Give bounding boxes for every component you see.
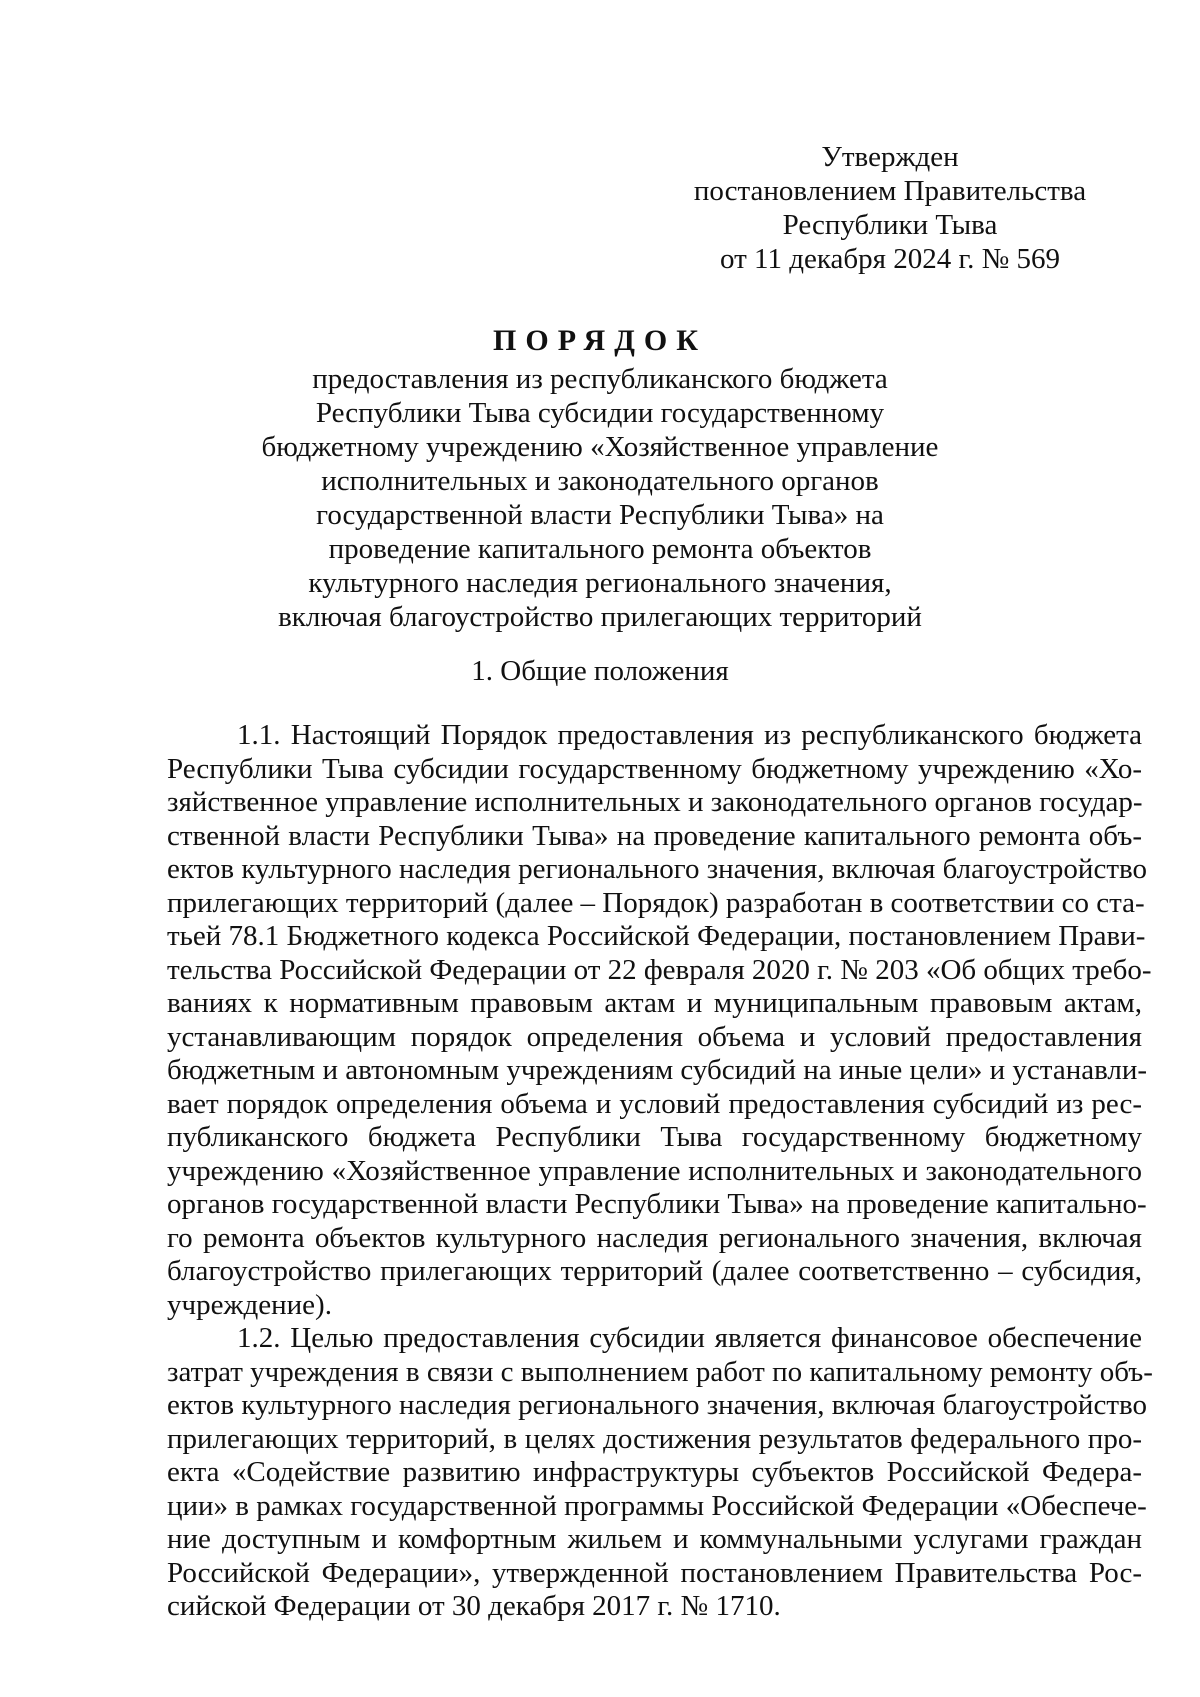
subtitle-line: государственной власти Республики Тыва» на <box>316 499 884 531</box>
paragraph-line: екта «Содействие развитию инфраструктуры субъектов Российской Федера- <box>167 1456 1142 1488</box>
paragraph-line: Республики Тыва субсидии государственному бюджетному учреждению «Хо- <box>167 752 1142 785</box>
paragraph-line: прилегающих территорий, в целях достижения результатов федерального про- <box>167 1422 1142 1455</box>
paragraph-line: ектов культурного наследия регионального значения, включая благоустройство <box>167 1389 1147 1421</box>
approval-line: Республики Тыва <box>782 209 998 241</box>
document-title: ПОРЯДОК <box>493 324 707 357</box>
paragraph-line: сийской Федерации от 30 декабря 2017 г. № 1710. <box>167 1590 781 1622</box>
subtitle-line: исполнительных и законодательного органов <box>321 465 879 497</box>
paragraph-line: ции» в рамках государственной программы Российской Федерации «Обеспече- <box>167 1489 1147 1522</box>
paragraph-1-1 <box>167 719 1152 1322</box>
subtitle-line: проведение капитального ремонта объектов <box>328 533 872 565</box>
approval-line: от 11 декабря 2024 г. № 569 <box>720 243 1060 275</box>
paragraph-line: прилегающих территорий (далее – Порядок) разработан в соответствии со ста- <box>167 886 1145 919</box>
paragraph-line: ние доступным и комфортным жильем и коммунальными услугами граждан <box>167 1523 1142 1555</box>
paragraph-line: благоустройство прилегающих территорий (далее соответственно – субсидия, <box>167 1255 1142 1287</box>
paragraph-line: публиканского бюджета Республики Тыва государственному бюджетному <box>167 1121 1142 1153</box>
subtitle-line: культурного наследия регионального значения, <box>308 567 892 599</box>
document-subtitle <box>100 362 1100 634</box>
subtitle-line: предоставления из республиканского бюджета <box>312 363 888 395</box>
paragraph-line: устанавливающим порядок определения объема и условий предоставления <box>167 1020 1142 1053</box>
paragraph-line: вает порядок определения объема и условий предоставления субсидий из рес- <box>167 1087 1142 1120</box>
paragraph-line: 1.1. Настоящий Порядок предоставления из республиканского бюджета <box>237 719 1142 751</box>
section-heading: 1. Общие положения <box>471 655 729 687</box>
paragraph-line: затрат учреждения в связи с выполнением работ по капитальному ремонту объ- <box>167 1355 1153 1388</box>
paragraph-line: органов государственной власти Республики Тыва» на проведение капитально- <box>167 1188 1147 1220</box>
paragraph-line: го ремонта объектов культурного наследия регионального значения, включая <box>167 1221 1142 1254</box>
paragraph-line: учреждению «Хозяйственное управление исполнительных и законодательного <box>167 1154 1142 1187</box>
paragraph-line: ственной власти Республики Тыва» на проведение капитального ремонта объ- <box>167 819 1142 852</box>
paragraph-line: тьей 78.1 Бюджетного кодекса Российской Федерации, постановлением Прави- <box>167 920 1146 952</box>
paragraph-line: учреждение). <box>167 1288 332 1321</box>
paragraph-line: тельства Российской Федерации от 22 февраля 2020 г. № 203 «Об общих требо- <box>167 953 1152 986</box>
paragraph-line: зяйственное управление исполнительных и законодательного органов государ- <box>167 786 1143 818</box>
paragraph-1-2 <box>167 1322 1153 1624</box>
paragraph-line: ваниях к нормативным правовым актам и муниципальным правовым актам, <box>167 987 1142 1019</box>
body-text <box>167 719 1153 1624</box>
paragraph-line: Российской Федерации», утвержденной постановлением Правительства Рос- <box>167 1556 1142 1589</box>
paragraph-line: бюджетным и автономным учреждениям субсидий на иные цели» и устанавли- <box>167 1054 1148 1086</box>
paragraph-line: 1.2. Целью предоставления субсидии является финансовое обеспечение <box>237 1322 1142 1354</box>
approval-stamp <box>640 140 1140 276</box>
subtitle-line: Республики Тыва субсидии государственному <box>315 397 885 429</box>
approval-line: постановлением Правительства <box>693 175 1087 207</box>
subtitle-line: бюджетному учреждению «Хозяйственное управление <box>261 431 939 463</box>
approval-line: Утвержден <box>821 141 959 173</box>
subtitle-line: включая благоустройство прилегающих территорий <box>278 601 922 633</box>
paragraph-line: ектов культурного наследия регионального значения, включая благоустройство <box>167 853 1147 885</box>
